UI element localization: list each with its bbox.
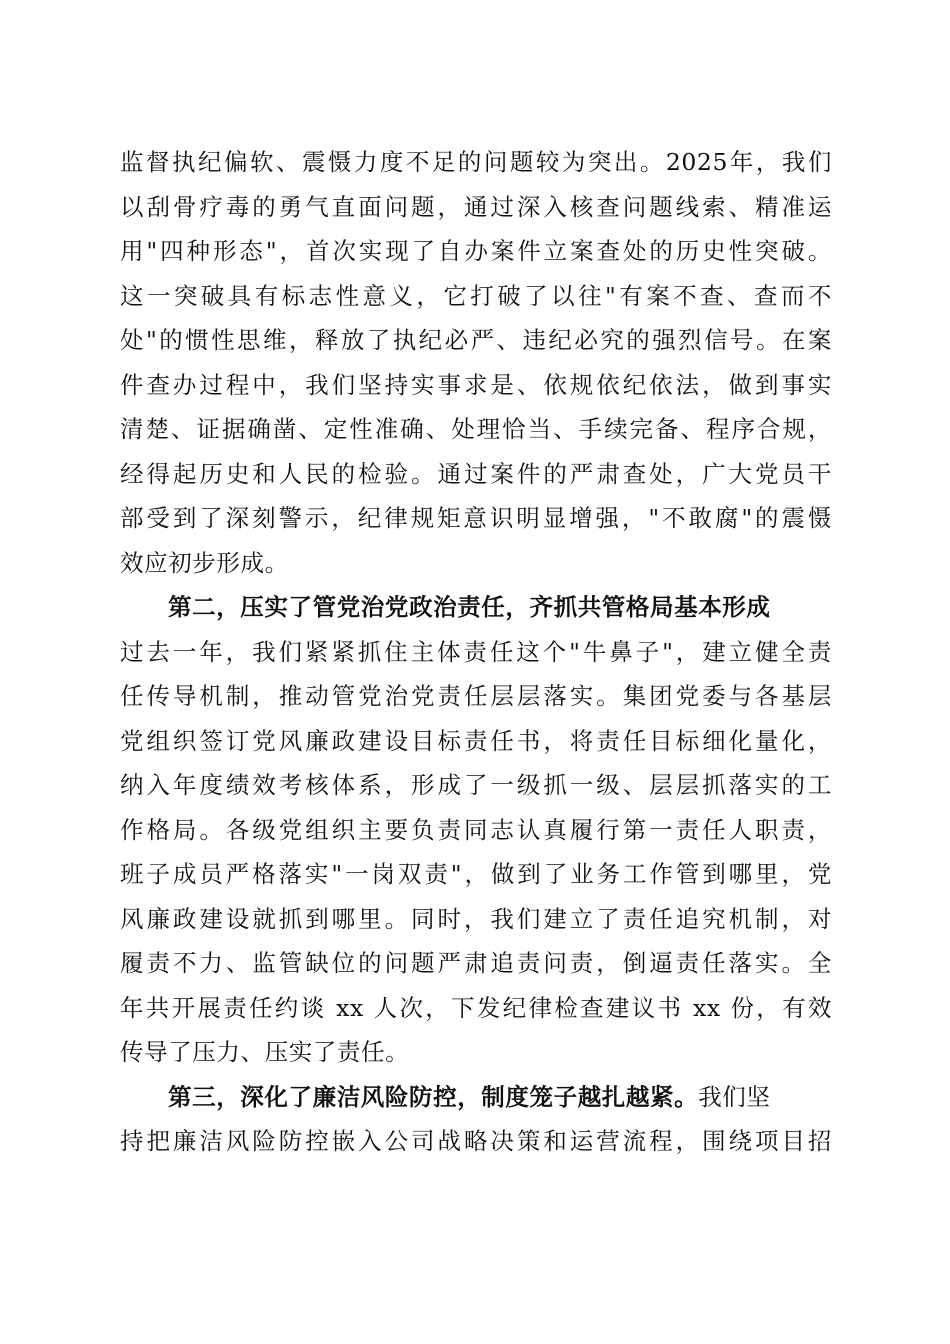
paragraph-2-heading: 第二，压实了管党治党政治责任，齐抓共管格局基本形成 — [168, 593, 771, 621]
paragraph-3-first-line — [120, 1075, 832, 1120]
paragraph-1-line-3: 用"四种形态"，首次实现了自办案件立案查处的历史性突破。 — [120, 237, 832, 265]
paragraph-3-first-line-rest: 我们坚 — [698, 1082, 771, 1111]
paragraph-2-line-10: 传导了压力、压实了责任。 — [120, 1038, 410, 1066]
paragraph-2-line-4: 纳入年度绩效考核体系，形成了一级抓一级、层层抓落实的工 — [120, 771, 832, 799]
paragraph-2-line-7: 风廉政建设就抓到哪里。同时，我们建立了责任追究机制，对 — [120, 904, 832, 933]
paragraph-2-line-2: 任传导机制，推动管党治党责任层层落实。集团党委与各基层 — [120, 682, 832, 710]
paragraph-1-line-9: 部受到了深刻警示，纪律规矩意识明显增强，"不敢腐"的震慑 — [120, 504, 832, 532]
paragraph-3-line-2: 持把廉洁风险防控嵌入公司战略决策和运营流程，围绕项目招 — [120, 1127, 832, 1155]
paragraph-1-line-4: 这一突破具有标志性意义，它打破了以往"有案不查、查而不 — [120, 281, 832, 310]
paragraph-3-heading: 第三，深化了廉洁风险防控，制度笼子越扎越紧。 — [168, 1082, 699, 1111]
paragraph-1-line-10: 效应初步形成。 — [120, 548, 289, 577]
paragraph-1-line-6: 件查办过程中，我们坚持实事求是、依规依纪依法，做到事实 — [120, 370, 832, 399]
paragraph-2-line-1: 过去一年，我们紧紧抓住主体责任这个"牛鼻子"，建立健全责 — [120, 637, 832, 666]
paragraph-1-line-1: 监督执纪偏软、震慑力度不足的问题较为突出。2025年，我们 — [120, 148, 832, 176]
paragraph-2-line-3: 党组织签订党风廉政建设目标责任书，将责任目标细化量化， — [120, 726, 832, 755]
paragraph-2-line-9: 年共开展责任约谈 xx 人次，下发纪律检查建议书 xx 份，有效 — [120, 993, 832, 1022]
paragraph-1-line-7: 清楚、证据确凿、定性准确、处理恰当、手续完备、程序合规， — [120, 415, 832, 443]
paragraph-2-line-6: 班子成员严格落实"一岗双责"，做到了业务工作管到哪里，党 — [120, 860, 832, 888]
paragraph-1-line-8: 经得起历史和人民的检验。通过案件的严肃查处，广大党员干 — [120, 459, 832, 488]
document-body — [120, 140, 832, 1164]
paragraph-2-line-8: 履责不力、监管缺位的问题严肃追责问责，倒逼责任落实。全 — [120, 949, 832, 977]
paragraph-2-line-5: 作格局。各级党组织主要负责同志认真履行第一责任人职责， — [120, 815, 832, 844]
paragraph-1-line-2: 以刮骨疗毒的勇气直面问题，通过深入核查问题线索、精准运 — [120, 192, 832, 221]
paragraph-1-line-5: 处"的惯性思维，释放了执纪必严、违纪必究的强烈信号。在案 — [120, 326, 832, 354]
